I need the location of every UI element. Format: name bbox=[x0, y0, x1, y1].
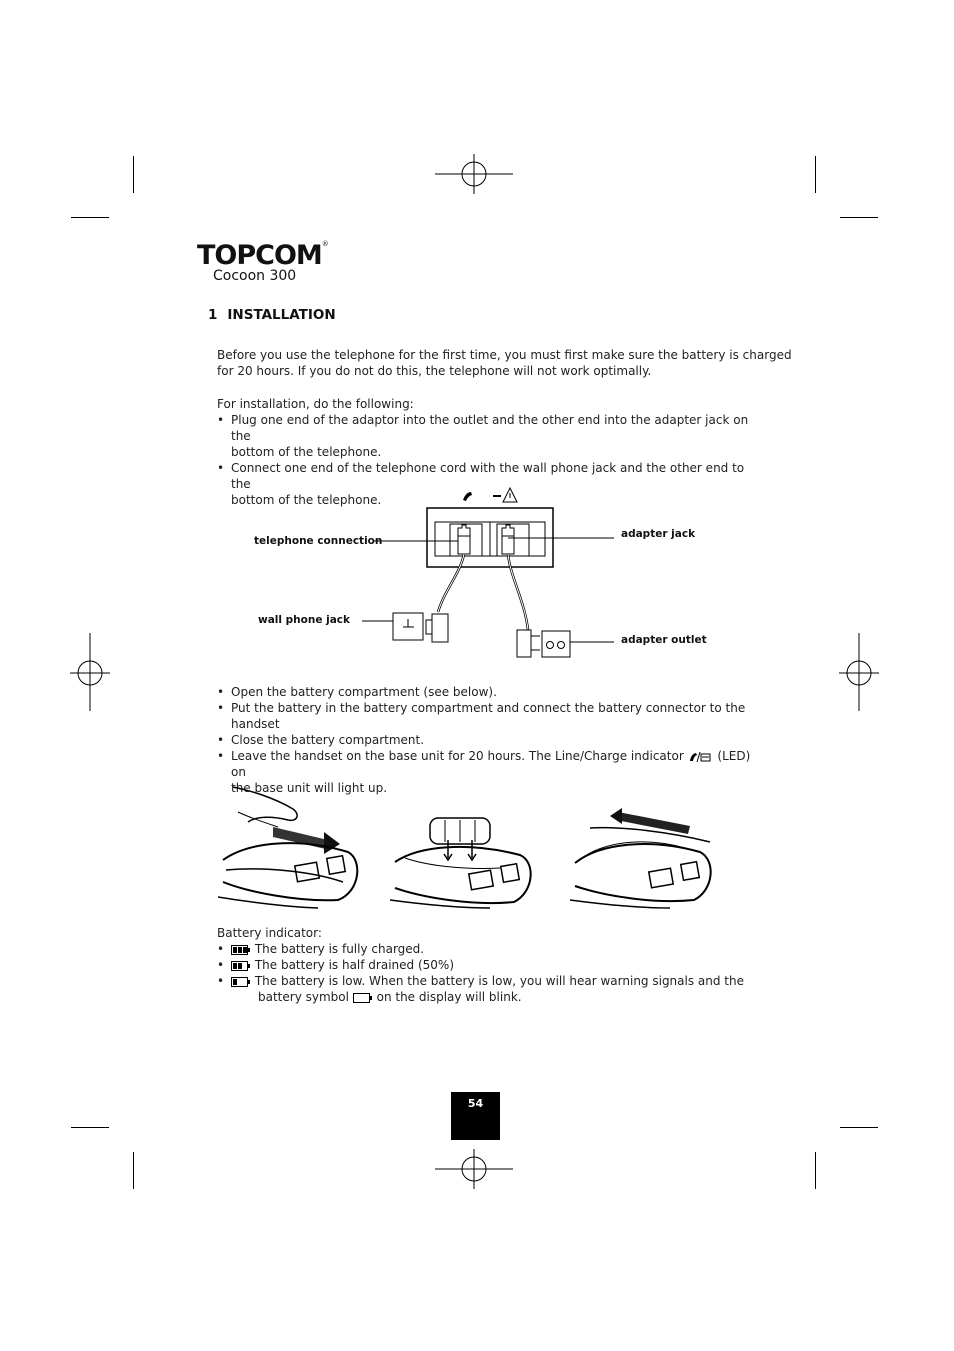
list-item: • Close the battery compartment. bbox=[217, 732, 757, 748]
line-charge-icon bbox=[688, 751, 714, 763]
crop-mark bbox=[815, 1152, 816, 1189]
label-adapter-jack: adapter jack bbox=[621, 528, 696, 540]
intro-paragraph: Before you use the telephone for the first time, you must first make sure the battery is charged for 20 hours. If you do not do this, the telephone will not work optimally. bbox=[217, 348, 792, 378]
label-adapter-outlet: adapter outlet bbox=[621, 634, 707, 646]
section-heading bbox=[208, 307, 336, 323]
crop-mark bbox=[133, 156, 134, 193]
battery-half-icon bbox=[231, 961, 251, 971]
battery-indicator-lead: Battery indicator: bbox=[217, 926, 322, 940]
crop-mark bbox=[71, 217, 109, 218]
label-telephone-connection: telephone connection bbox=[254, 535, 383, 547]
connection-diagram bbox=[360, 484, 620, 662]
battery-open-illustration bbox=[218, 782, 363, 910]
list-item: • The battery is low. When the battery is low, you will hear warning signals and the battery symbol on the display will blink. bbox=[217, 973, 757, 1005]
list-item: • The battery is half drained (50%) bbox=[217, 957, 757, 973]
crop-mark bbox=[840, 217, 878, 218]
page-number: 54 bbox=[451, 1092, 500, 1140]
brand-logo: TOPCOM® bbox=[197, 240, 328, 271]
section-number: 1 bbox=[208, 307, 218, 323]
registration-mark-left bbox=[70, 633, 110, 713]
registration-mark-bottom bbox=[435, 1149, 515, 1189]
list-item: • Plug one end of the adaptor into the outlet and the other end into the adapter jack on the bottom of the telephone. bbox=[217, 412, 757, 460]
label-wall-phone-jack: wall phone jack bbox=[258, 614, 350, 626]
model-name: Cocoon 300 bbox=[213, 268, 297, 284]
battery-indicator-list bbox=[217, 941, 757, 1005]
battery-empty-icon bbox=[353, 993, 373, 1003]
registration-mark-right bbox=[839, 633, 879, 713]
list-item: • Connect one end of the telephone cord with the wall phone jack and the other end to the bottom of the telephone. bbox=[217, 460, 757, 508]
list-item: • Put the battery in the battery compartment and connect the battery connector to the handset bbox=[217, 700, 757, 732]
list-item: • The battery is fully charged. bbox=[217, 941, 757, 957]
registration-mark-top bbox=[435, 154, 515, 194]
battery-low-icon bbox=[231, 977, 251, 987]
battery-steps bbox=[217, 684, 757, 796]
crop-mark bbox=[133, 1152, 134, 1189]
warning-icon bbox=[493, 488, 517, 502]
install-lead: For installation, do the following: bbox=[217, 397, 414, 411]
crop-mark bbox=[815, 156, 816, 193]
section-title: INSTALLATION bbox=[227, 307, 336, 323]
handset-icon bbox=[463, 492, 472, 501]
battery-close-illustration bbox=[570, 808, 718, 910]
list-item: • Open the battery compartment (see below). bbox=[217, 684, 757, 700]
list-item: • Leave the handset on the base unit for 20 hours. The Line/Charge indicator (LED) on the base unit will light up. bbox=[217, 748, 757, 796]
crop-mark bbox=[840, 1127, 878, 1128]
crop-mark bbox=[71, 1127, 109, 1128]
battery-insert-illustration bbox=[390, 810, 538, 910]
battery-full-icon bbox=[231, 945, 251, 955]
